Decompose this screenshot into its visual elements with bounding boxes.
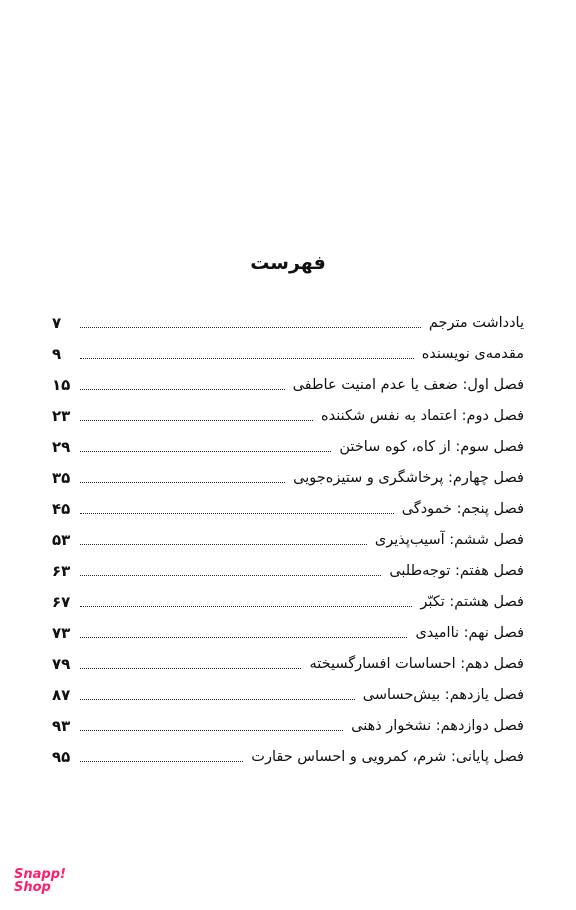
toc-entry-label: فصل چهارم: پرخاشگری و ستیزه‌جویی (293, 470, 524, 486)
toc-entry-page: ۶۳ (52, 562, 71, 580)
toc-dot-leader (80, 451, 331, 452)
toc-dot-leader (80, 761, 243, 762)
toc-entry-page: ۵۳ (52, 531, 71, 549)
toc-entry-label: مقدمه‌ی نویسنده (421, 346, 524, 362)
toc-entry-page: ۸۷ (52, 686, 71, 704)
toc-entry (52, 458, 524, 489)
toc-entry-page: ۷۹ (52, 655, 71, 673)
toc-entry-label: فصل سوم: از کاه، کوه ساختن (339, 439, 524, 455)
toc-dot-leader (80, 637, 407, 638)
toc-entry-label: فصل دهم: احساسات افسارگسیخته (309, 656, 524, 672)
toc-entry-label: فصل هفتم: توجه‌طلبی (389, 563, 524, 579)
toc-entry (52, 520, 524, 551)
watermark-line-2: Shop (14, 880, 51, 895)
toc-entry-page: ۳۵ (52, 469, 71, 487)
toc-entry (52, 396, 524, 427)
toc-entry-label: یادداشت مترجم (428, 315, 524, 331)
toc-entry-label: فصل نهم: ناامیدی (415, 625, 524, 641)
toc-entry (52, 675, 524, 706)
toc-entry-page: ۴۵ (52, 500, 71, 518)
toc-entry-page: ۹۳ (52, 717, 71, 735)
toc-entry-page: ۶۷ (52, 593, 71, 611)
toc-title: فهرست (250, 252, 326, 274)
toc-entry (52, 489, 524, 520)
toc-entry-page: ۷ (52, 314, 62, 332)
toc-dot-leader (80, 420, 313, 421)
toc-dot-leader (80, 358, 414, 359)
toc-entry (52, 365, 524, 396)
toc-dot-leader (80, 482, 285, 483)
toc-entry (52, 613, 524, 644)
toc-entry (52, 737, 524, 768)
toc-dot-leader (80, 544, 367, 545)
toc-entry-page: ۷۳ (52, 624, 71, 642)
toc-entry-label: فصل ششم: آسیب‌پذیری (374, 532, 524, 548)
toc-dot-leader (80, 513, 394, 514)
toc-dot-leader (80, 668, 301, 669)
toc-dot-leader (80, 389, 285, 390)
toc-entry-page: ۲۳ (52, 407, 71, 425)
toc-dot-leader (80, 606, 412, 607)
toc-dot-leader (80, 699, 355, 700)
toc-entry (52, 644, 524, 675)
toc-entry (52, 582, 524, 613)
toc-entry-page: ۲۹ (52, 438, 71, 456)
toc-entry-label: فصل پنجم: خمودگی (401, 501, 524, 517)
toc-entry-label: فصل هشتم: تکبّر (420, 594, 524, 610)
toc-entry-page: ۹۵ (52, 748, 71, 766)
watermark-line-1: Snapp! (14, 867, 66, 882)
toc-entry (52, 334, 524, 365)
toc-entry (52, 303, 524, 334)
toc-entry (52, 551, 524, 582)
toc-dot-leader (80, 730, 343, 731)
toc-entry-label: فصل دوازدهم: نشخوار ذهنی (351, 718, 524, 734)
toc-dot-leader (80, 327, 421, 328)
toc-entry (52, 427, 524, 458)
toc-dot-leader (80, 575, 381, 576)
toc-entry-label: فصل یازدهم: بیش‌حساسی (362, 687, 524, 703)
toc-list (52, 303, 524, 768)
toc-entry-label: فصل دوم: اعتماد به نفس شکننده (321, 408, 524, 424)
snapp-shop-watermark-logo (14, 868, 66, 894)
toc-entry-label: فصل پایانی: شرم، کمرویی و احساس حقارت (251, 749, 524, 765)
toc-entry-label: فصل اول: ضعف یا عدم امنیت عاطفی (292, 377, 524, 393)
toc-entry (52, 706, 524, 737)
toc-entry-page: ۹ (52, 345, 62, 363)
toc-entry-page: ۱۵ (52, 376, 71, 394)
